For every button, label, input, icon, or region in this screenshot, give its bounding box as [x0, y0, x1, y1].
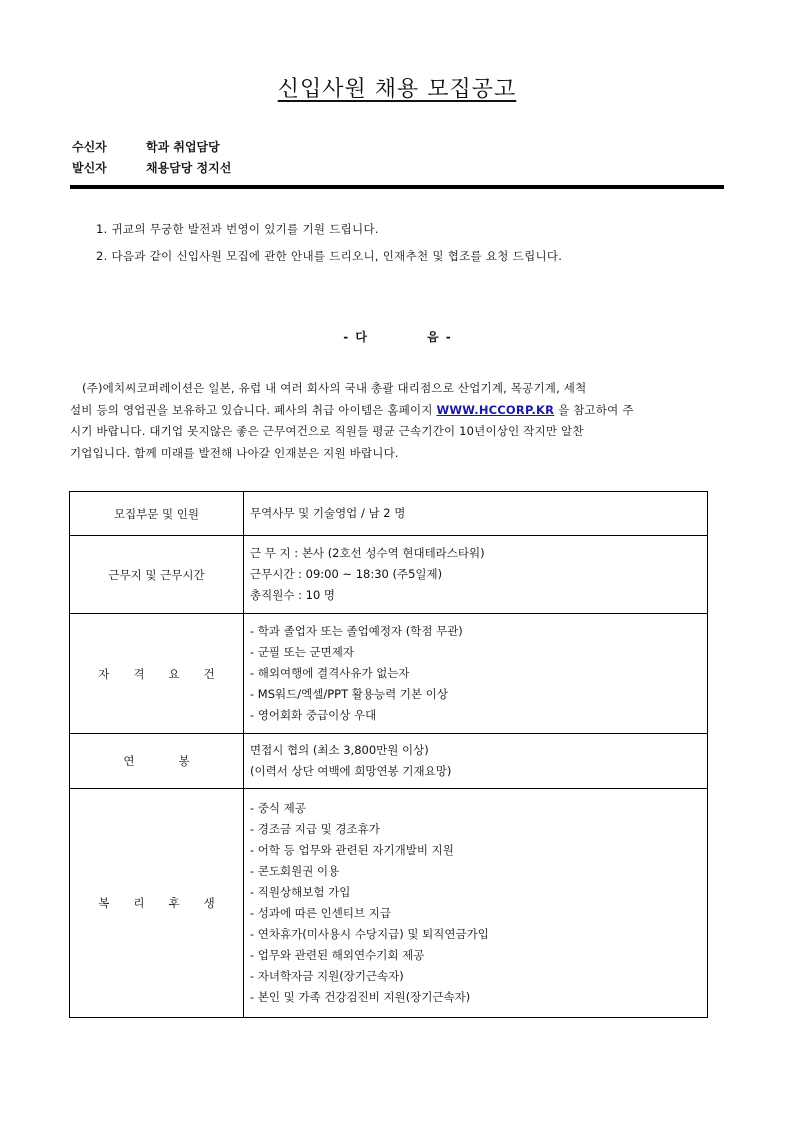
benefit-item: - 연차휴가(미사용시 수당지급) 및 퇴직연금가입	[250, 927, 489, 941]
salary-label-cell	[70, 734, 244, 789]
benefits-label: 복리후생	[98, 896, 239, 910]
intro-line-2: 2. 다음과 같이 신입사원 모집에 관한 안내를 드리오니, 인재추천 및 협조를 요청 드립니다.	[96, 249, 563, 263]
header-divider	[70, 185, 724, 189]
qualification-item: - 영어회화 중급이상 우대	[250, 708, 377, 722]
qualification-item: - MS워드/엑셀/PPT 활용능력 기본 이상	[250, 687, 448, 701]
intro-line-1: 1. 귀교의 무궁한 발전과 번영이 있기를 기원 드립니다.	[96, 222, 379, 236]
table-row	[70, 492, 708, 536]
benefit-item: - 중식 제공	[250, 801, 306, 815]
work-label: 근무지 및 근무시간	[70, 536, 244, 614]
salary-line: 면접시 협의 (최소 3,800만원 이상)	[250, 743, 429, 757]
qualification-label: 자격요건	[98, 666, 239, 681]
work-value	[244, 536, 708, 614]
table-row	[70, 614, 708, 734]
table-row	[70, 789, 708, 1018]
work-location: 근 무 지 : 본사 (2호선 성수역 현대테라스타워)	[250, 546, 485, 560]
benefit-item: - 직원상해보험 가입	[250, 885, 351, 899]
description-line-4: 기업입니다. 함께 미래를 발전해 나아갈 인재분은 지원 바랍니다.	[70, 445, 399, 460]
salary-line: (이력서 상단 여백에 희망연봉 기재요망)	[250, 764, 452, 778]
recruitment-table	[69, 491, 708, 1018]
recipient-value: 학과 취업담당	[146, 140, 220, 154]
page-title	[0, 72, 794, 103]
description-line-2	[70, 400, 726, 422]
sender-label: 발신자	[72, 161, 107, 175]
recruit-label: 모집부문 및 인원	[70, 492, 244, 536]
page-title-text: 신입사원 채용 모집공고	[277, 77, 517, 102]
section-heading	[0, 328, 794, 345]
homepage-link[interactable]: WWW.HCCORP.KR	[436, 402, 555, 417]
recruit-value: 무역사무 및 기술영업 / 남 2 명	[244, 492, 708, 536]
qualification-value	[244, 614, 708, 734]
description-line-3: 시기 바랍니다. 대기업 못지않은 좋은 근무여건으로 직원들 평균 근속기간이 10년이상인 작지만 알찬	[70, 424, 584, 438]
work-hours: 근무시간 : 09:00 ~ 18:30 (주5일제)	[250, 567, 443, 581]
benefit-item: - 성과에 따른 인센티브 지급	[250, 906, 391, 920]
benefit-item: - 업무와 관련된 해외연수기회 제공	[250, 948, 425, 962]
qualification-item: - 학과 졸업자 또는 졸업예정자 (학점 무관)	[250, 624, 463, 638]
company-description	[70, 378, 726, 464]
section-heading-right: 음 -	[427, 330, 451, 344]
sender-value: 채용담당 정지선	[146, 161, 232, 175]
recipient-label: 수신자	[72, 140, 107, 154]
total-staff: 총직원수 : 10 명	[250, 588, 336, 602]
description-line-2-post: 을 참고하여 주	[558, 402, 634, 417]
description-line-2-pre: 설비 등의 영업권을 보유하고 있습니다. 폐사의 취급 아이템은 홈페이지	[70, 402, 433, 417]
section-heading-left: - 다	[343, 330, 367, 344]
table-row	[70, 536, 708, 614]
qualification-label-cell	[70, 614, 244, 734]
salary-value	[244, 734, 708, 789]
salary-label: 연봉	[123, 754, 234, 768]
benefit-item: - 콘도회원권 이용	[250, 864, 340, 878]
qualification-item: - 군필 또는 군면제자	[250, 645, 354, 659]
table-row	[70, 734, 708, 789]
benefit-item: - 본인 및 가족 건강검진비 지원(장기근속자)	[250, 990, 471, 1004]
qualification-item: - 해외여행에 결격사유가 없는자	[250, 666, 410, 680]
benefits-label-cell	[70, 789, 244, 1018]
benefit-item: - 어학 등 업무와 관련된 자기개발비 지원	[250, 843, 454, 857]
description-line-1: (주)에치씨코퍼레이션은 일본, 유럽 내 여러 회사의 국내 총괄 대리점으로 산업기계, 목공기계, 세척	[82, 381, 587, 395]
benefits-value	[244, 789, 708, 1018]
sender-row	[72, 159, 231, 176]
benefit-item: - 자녀학자금 지원(장기근속자)	[250, 969, 404, 983]
benefit-item: - 경조금 지급 및 경조휴가	[250, 822, 380, 836]
recipient-row	[72, 138, 220, 155]
